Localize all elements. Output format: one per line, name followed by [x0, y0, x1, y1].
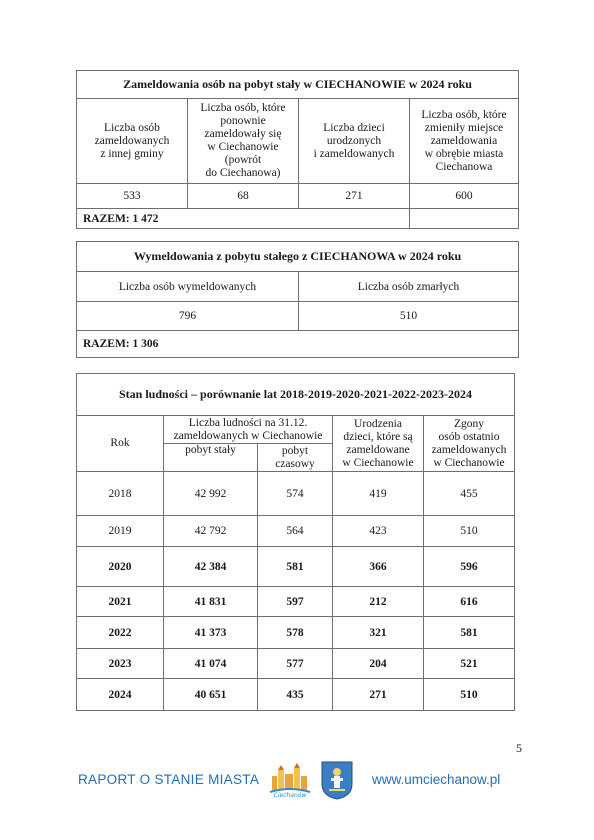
header-births: Urodzenia dzieci, które są zameldowane w Ciechanowie [333, 416, 424, 472]
row-deaths: 455 [424, 472, 515, 516]
row-year: 2019 [77, 516, 164, 547]
header-permanent: pobyt stały [164, 444, 258, 472]
row-temporary: 578 [258, 617, 333, 649]
row-temporary: 574 [258, 472, 333, 516]
row-permanent: 41 074 [164, 649, 258, 679]
row-year: 2023 [77, 649, 164, 679]
row-temporary: 564 [258, 516, 333, 547]
row-temporary: 581 [258, 547, 333, 587]
header-children-born: Liczba dzieci urodzonych i zameldowanych [299, 99, 410, 184]
registrations-table-title: Zameldowania osób na pobyt stały w CIECHANOWIE w 2024 roku [77, 71, 519, 99]
footer-report-title: RAPORT O STANIE MIASTA [78, 772, 260, 787]
row-deaths: 521 [424, 649, 515, 679]
registrations-total: RAZEM: 1 472 [77, 209, 410, 229]
deregistrations-table [76, 241, 519, 358]
header-year: Rok [77, 416, 164, 472]
population-table-title: Stan ludności – porównanie lat 2018-2019-2020-2021-2022-2023-2024 [77, 374, 515, 416]
header-deceased: Liczba osób zmarłych [299, 272, 519, 302]
deregistrations-table-title: Wymeldowania z pobytu stałego z CIECHANOWA w 2024 roku [77, 242, 519, 272]
registrations-table [76, 70, 519, 229]
population-table [76, 373, 515, 711]
row-temporary: 577 [258, 649, 333, 679]
row-permanent: 42 384 [164, 547, 258, 587]
value-children-born: 271 [299, 184, 410, 209]
table-row [77, 472, 515, 516]
table-row [77, 547, 515, 587]
row-births: 419 [333, 472, 424, 516]
empty-cell [410, 209, 519, 229]
header-changed-address: Liczba osób, które zmieniły miejsce zameldowania w obrębie miasta Ciechanowa [410, 99, 519, 184]
page-number: 5 [516, 741, 522, 755]
row-deaths: 596 [424, 547, 515, 587]
header-deregistered: Liczba osób wymeldowanych [77, 272, 299, 302]
row-deaths: 510 [424, 679, 515, 711]
value-from-other-commune: 533 [77, 184, 188, 209]
header-deaths: Zgony osób ostatnio zameldowanych w Ciechanowie [424, 416, 515, 472]
row-year: 2024 [77, 679, 164, 711]
header-from-other-commune: Liczba osób zameldowanych z innej gminy [77, 99, 188, 184]
city-brand-logo [268, 762, 312, 798]
row-year: 2020 [77, 547, 164, 587]
row-permanent: 40 651 [164, 679, 258, 711]
row-births: 212 [333, 587, 424, 617]
coat-of-arms-icon [320, 760, 354, 800]
row-permanent: 41 373 [164, 617, 258, 649]
row-deaths: 581 [424, 617, 515, 649]
row-deaths: 510 [424, 516, 515, 547]
value-deceased: 510 [299, 302, 519, 331]
row-births: 321 [333, 617, 424, 649]
table-row [77, 679, 515, 711]
deregistrations-total: RAZEM: 1 306 [77, 331, 519, 358]
row-births: 271 [333, 679, 424, 711]
row-temporary: 597 [258, 587, 333, 617]
table-row [77, 516, 515, 547]
row-births: 204 [333, 649, 424, 679]
row-year: 2021 [77, 587, 164, 617]
row-year: 2018 [77, 472, 164, 516]
table-row [77, 649, 515, 679]
logo-text: Ciechanów [273, 792, 307, 798]
header-returned: Liczba osób, które ponownie zameldowały się w Ciechanowie (powrót do Ciechanowa) [188, 99, 299, 184]
row-deaths: 616 [424, 587, 515, 617]
header-population: Liczba ludności na 31.12. zameldowanych w Ciechanowie [164, 416, 333, 444]
row-births: 366 [333, 547, 424, 587]
value-deregistered: 796 [77, 302, 299, 331]
value-changed-address: 600 [410, 184, 519, 209]
row-year: 2022 [77, 617, 164, 649]
row-permanent: 42 792 [164, 516, 258, 547]
value-returned: 68 [188, 184, 299, 209]
row-permanent: 42 992 [164, 472, 258, 516]
row-permanent: 41 831 [164, 587, 258, 617]
header-temporary: pobyt czasowy [258, 444, 333, 472]
footer-website: www.umciechanow.pl [372, 772, 501, 787]
table-row [77, 587, 515, 617]
table-row [77, 617, 515, 649]
row-temporary: 435 [258, 679, 333, 711]
row-births: 423 [333, 516, 424, 547]
